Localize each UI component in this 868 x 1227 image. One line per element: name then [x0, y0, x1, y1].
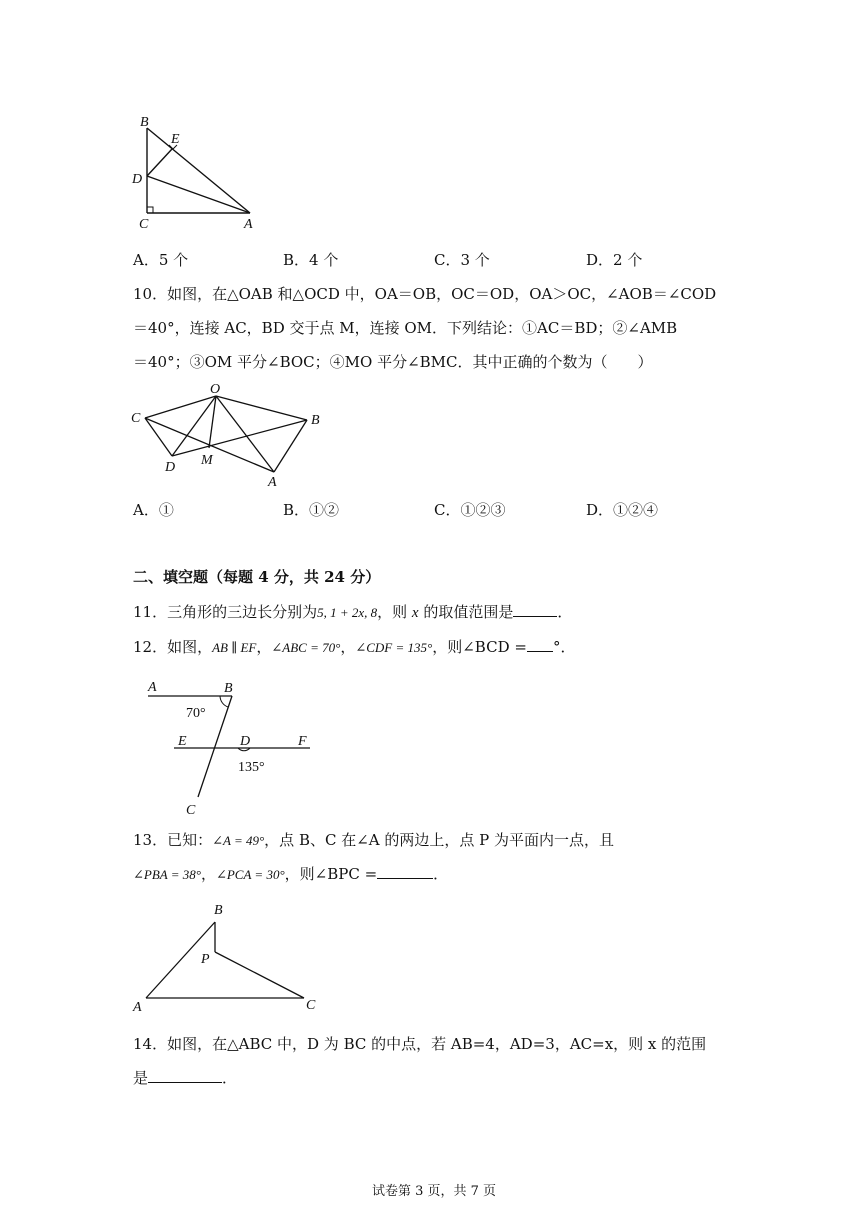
- q13-answer-blank[interactable]: [377, 864, 433, 879]
- label-a: A: [133, 1000, 142, 1015]
- q10-line-3: ＝40°；③OM 平分∠BOC；④MO 平分∠BMC．其中正确的个数为（ ）: [133, 353, 653, 371]
- q10-figure: [128, 378, 328, 497]
- q14-end: ．: [222, 1069, 238, 1087]
- label-c: C: [131, 411, 141, 426]
- q10-option-a: A．①: [133, 501, 174, 519]
- q9-option-d: D．2 个: [586, 251, 643, 269]
- q13-cond1: ∠PBA = 38°: [133, 867, 201, 882]
- q10-option-c: C．①②③: [434, 501, 506, 519]
- q12-cond3: ∠CDF = 135°: [355, 640, 433, 655]
- q9-figure: [130, 110, 270, 239]
- q10-option-d: D．①②④: [586, 501, 659, 519]
- label-b: B: [224, 681, 233, 696]
- q12-cond2: ∠ABC = 70°: [271, 640, 341, 655]
- q14-answer-blank[interactable]: [148, 1068, 222, 1083]
- label-d: D: [240, 734, 251, 749]
- q11: [133, 602, 572, 623]
- section-2-title: 二、填空题（每题 4 分，共 24 分）: [133, 568, 381, 586]
- q11-prefix: 11．三角形的三边长分别为: [133, 603, 318, 621]
- q11-sides: 5, 1 + 2x, 8: [317, 605, 378, 620]
- label-d: D: [132, 172, 143, 187]
- q13-line1-rest: ，点 B、C 在∠A 的两边上，点 P 为平面内一点，且: [264, 831, 615, 849]
- label-a: A: [148, 680, 157, 695]
- q11-suffix: 的取值范围是: [418, 603, 514, 621]
- q14-line-1: 14．如图，在△ABC 中，D 为 BC 的中点，若 AB=4，AD=3，AC=x，则 x 的范围: [133, 1035, 707, 1053]
- q10-option-b: B．①②: [283, 501, 340, 519]
- q11-middle: ，则: [377, 603, 412, 621]
- page-footer: 试卷第 3 页，共 7 页: [371, 1184, 497, 1199]
- q13-cond2: ∠PCA = 30°: [215, 867, 285, 882]
- label-b: B: [140, 115, 149, 130]
- q12-cond1: AB ∥ EF: [212, 640, 257, 655]
- q13-ask: ，则∠BPC =: [284, 865, 378, 883]
- q11-var: x: [411, 605, 419, 621]
- q12-end: °．: [552, 638, 576, 656]
- q9-option-c: C．3 个: [434, 251, 490, 269]
- q12-ask: 则∠BCD =: [447, 638, 527, 656]
- label-c: C: [139, 217, 149, 232]
- label-p: P: [201, 952, 210, 967]
- q12-answer-blank[interactable]: [527, 637, 553, 652]
- label-angle-135: 135°: [238, 760, 265, 775]
- label-o: O: [210, 382, 221, 397]
- label-m: M: [201, 453, 213, 468]
- label-c: C: [186, 803, 196, 818]
- q13-line-1: [133, 830, 614, 851]
- q12: 12．如图，AB ∥ EF，∠ABC = 70°，∠CDF = 135°，则∠BCD = °．: [133, 638, 576, 656]
- q13-figure: [128, 898, 328, 1022]
- q9-option-a: A．5 个: [133, 251, 189, 269]
- label-e: E: [171, 132, 180, 147]
- q13-end: ．: [433, 865, 449, 883]
- q12-prefix: 12．如图，: [133, 638, 213, 656]
- label-b: B: [214, 903, 223, 918]
- q14-line-2: [133, 1068, 237, 1088]
- q11-end: ．: [557, 603, 573, 621]
- label-b: B: [311, 413, 320, 428]
- q9-option-b: B．4 个: [283, 251, 339, 269]
- q10-line-2: ＝40°，连接 AC，BD 交于点 M，连接 OM．下列结论：①AC＝BD；②∠AMB: [133, 319, 678, 337]
- q13-prefix: 13．已知：: [133, 831, 213, 849]
- label-angle-70: 70°: [186, 706, 206, 721]
- label-a: A: [244, 217, 253, 232]
- q10-line-1: 10．如图，在△OAB 和△OCD 中，OA＝OB，OC＝OD，OA＞OC，∠AOB＝∠COD: [133, 285, 717, 303]
- q12-figure: [140, 675, 320, 824]
- q13-given: ∠A = 49°: [212, 833, 265, 848]
- label-e: E: [178, 734, 187, 749]
- q14-line2-prefix: 是: [133, 1069, 149, 1087]
- label-a: A: [268, 475, 277, 490]
- q11-answer-blank[interactable]: [513, 602, 557, 617]
- label-d: D: [165, 460, 176, 475]
- label-c: C: [306, 998, 316, 1013]
- label-f: F: [298, 734, 307, 749]
- q13-line-2: ∠PBA = 38°，∠PCA = 30°，则∠BPC = ．: [133, 865, 449, 883]
